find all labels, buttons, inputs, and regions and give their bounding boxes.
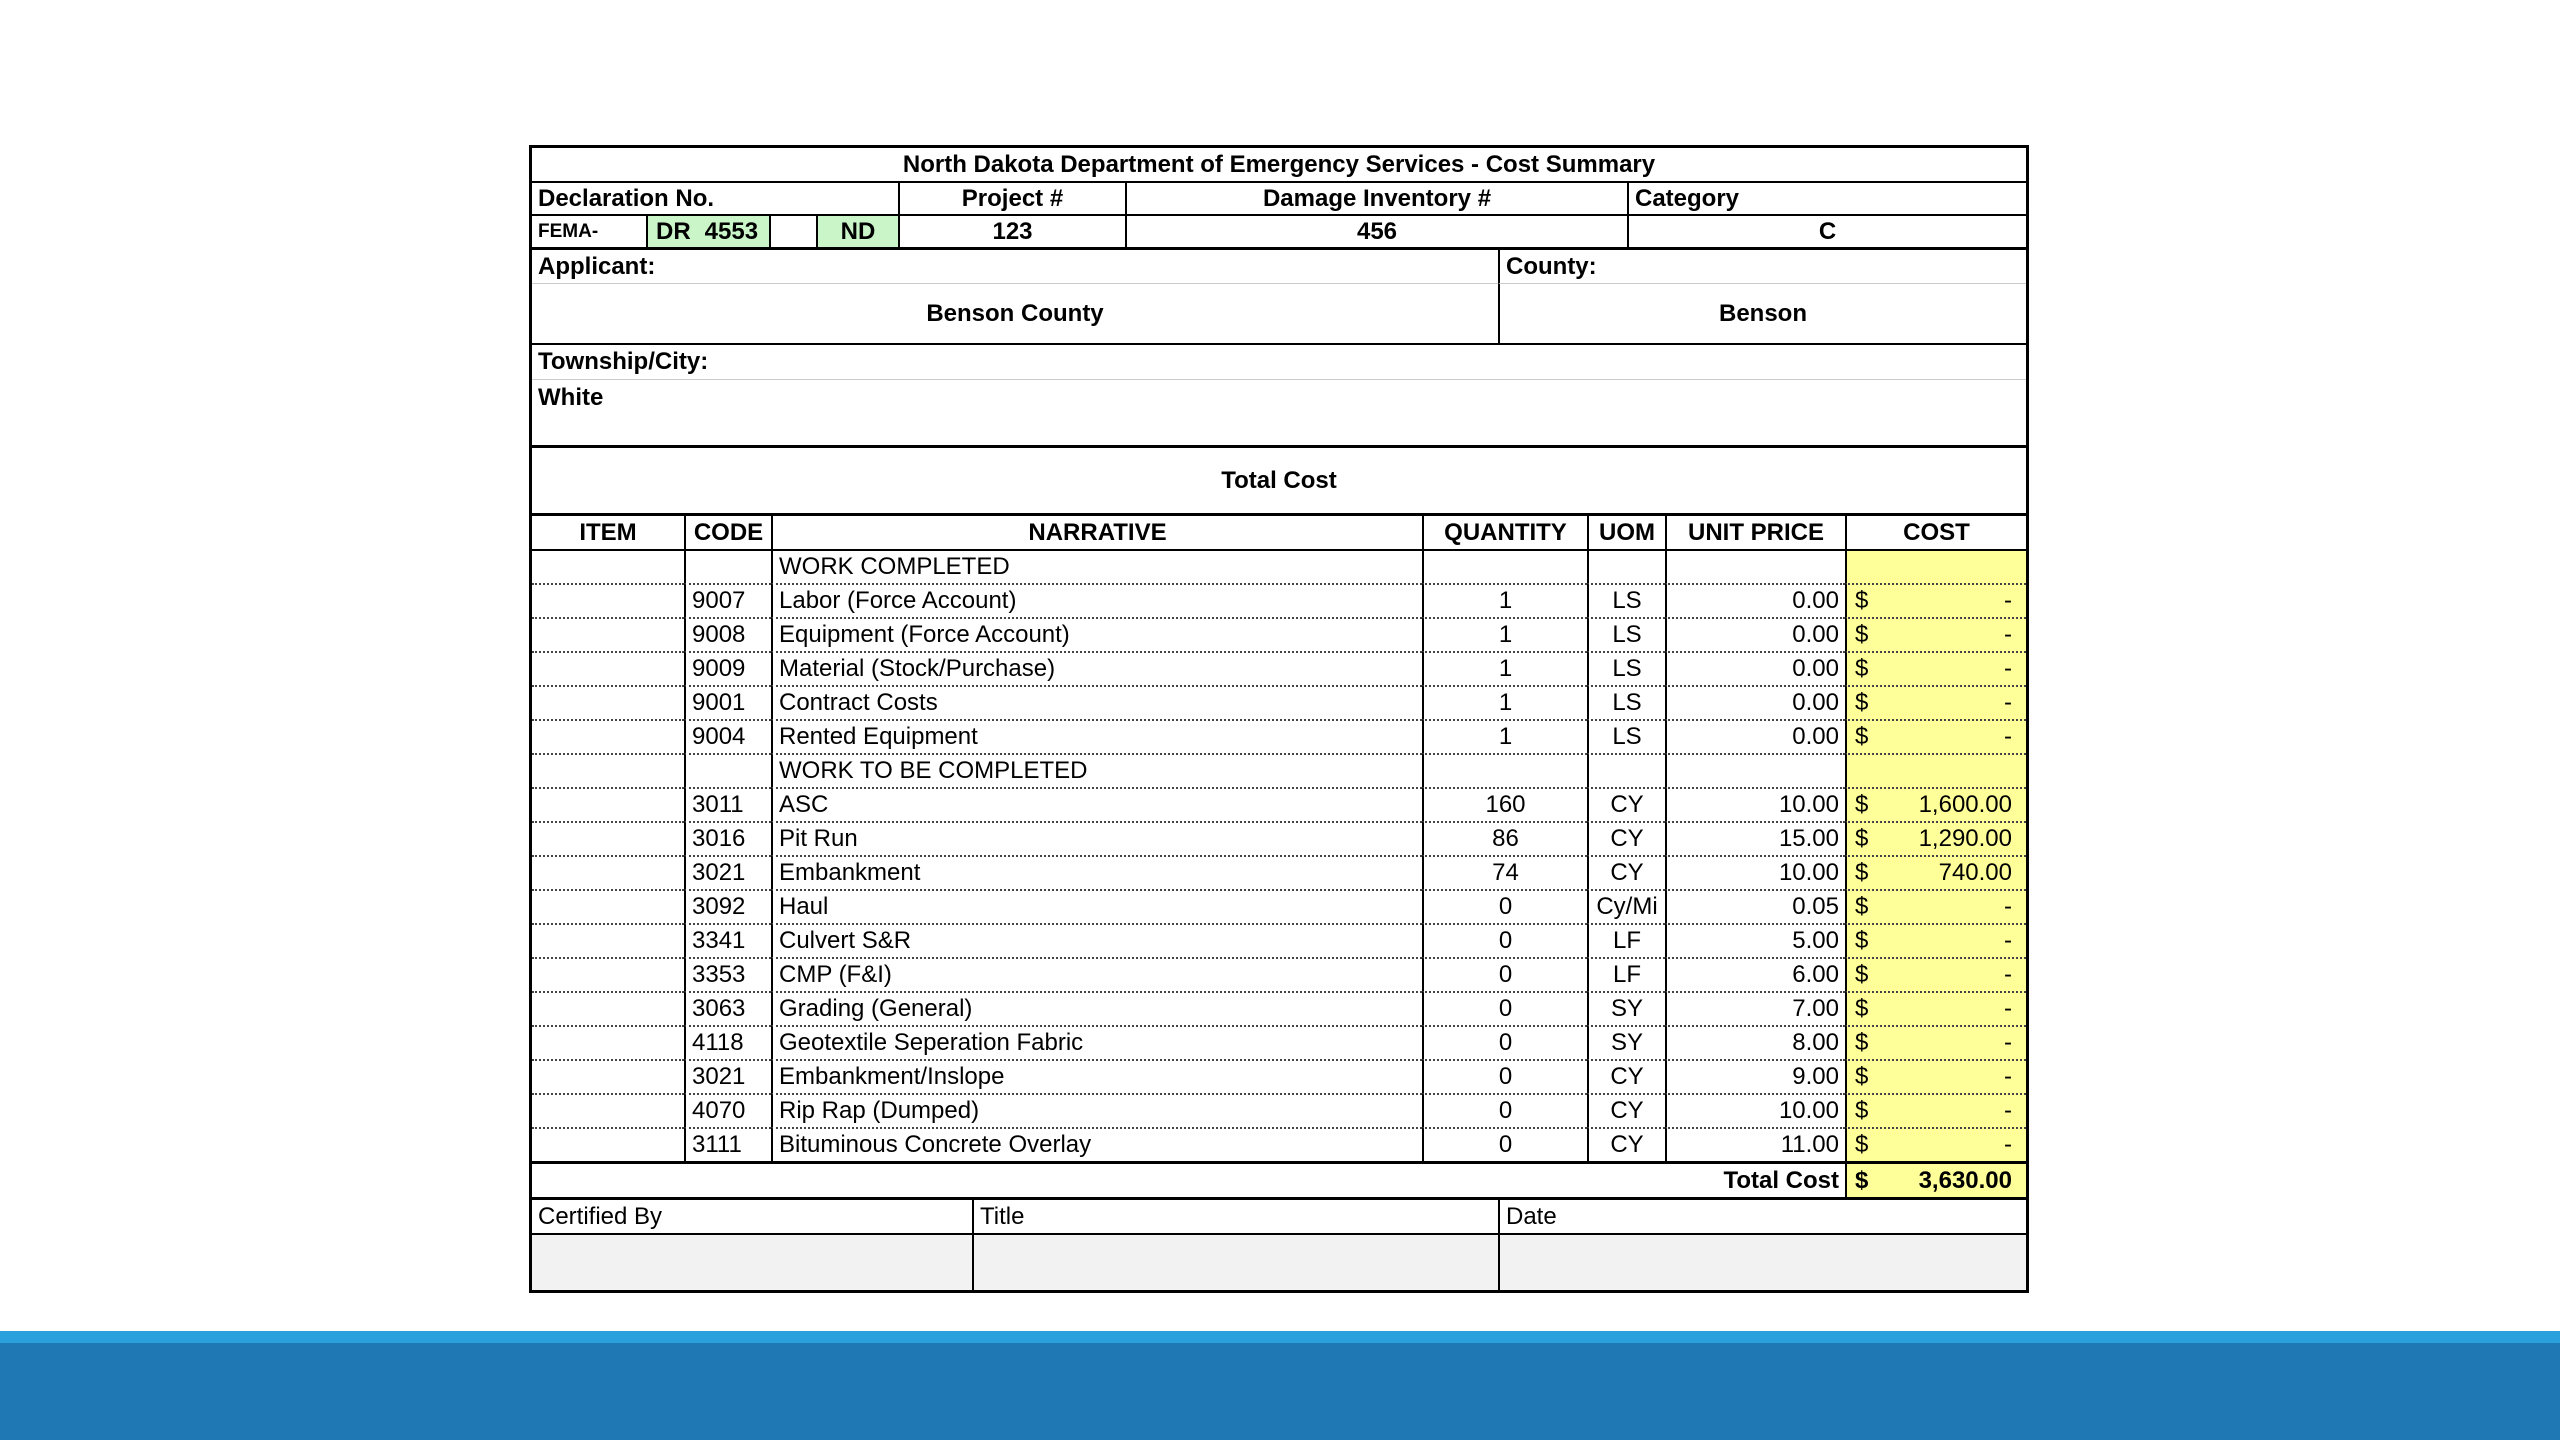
cost-currency: $	[1855, 859, 1869, 886]
cell-narrative: Culvert S&R	[771, 923, 1422, 957]
cell-price: 9.00	[1665, 1059, 1845, 1093]
township-value: White	[532, 379, 2026, 445]
cell-price: 10.00	[1665, 855, 1845, 889]
cell-code: 9007	[684, 583, 771, 617]
cost-value: -	[2004, 1029, 2012, 1056]
cell-qty: 0	[1422, 1025, 1587, 1059]
cell-price: 6.00	[1665, 957, 1845, 991]
cost-value: -	[2004, 655, 2012, 682]
cost-currency: $	[1855, 1097, 1869, 1124]
cell-item	[532, 685, 684, 719]
cost-value: -	[2004, 587, 2012, 614]
cell-qty: 0	[1422, 889, 1587, 923]
cell-price: 0.00	[1665, 651, 1845, 685]
cell-uom	[1587, 549, 1665, 583]
cell-narrative: Contract Costs	[771, 685, 1422, 719]
cell-qty: 74	[1422, 855, 1587, 889]
cell-code: 3021	[684, 1059, 771, 1093]
cell-item	[532, 583, 684, 617]
cell-code: 9001	[684, 685, 771, 719]
cost-currency: $	[1855, 723, 1869, 750]
fema-prefix: FEMA-	[532, 214, 646, 247]
cell-price: 0.00	[1665, 685, 1845, 719]
cell-cost	[1845, 617, 2026, 651]
section-title: Total Cost	[532, 445, 2026, 513]
cell-price: 10.00	[1665, 787, 1845, 821]
cell-qty: 86	[1422, 821, 1587, 855]
cell-qty: 1	[1422, 617, 1587, 651]
cell-qty: 0	[1422, 923, 1587, 957]
cell-narrative: Geotextile Seperation Fabric	[771, 1025, 1422, 1059]
cell-item	[532, 889, 684, 923]
cost-value: -	[2004, 927, 2012, 954]
damage-inventory-value: 456	[1125, 214, 1627, 247]
cost-value: -	[2004, 621, 2012, 648]
cell-item	[532, 1025, 684, 1059]
col-quantity: QUANTITY	[1422, 513, 1587, 549]
cost-value: 740.00	[1938, 859, 2012, 886]
cell-price: 0.00	[1665, 617, 1845, 651]
cell-item	[532, 1127, 684, 1161]
cell-qty: 0	[1422, 1093, 1587, 1127]
date-label: Date	[1498, 1197, 2026, 1233]
cost-currency: $	[1855, 655, 1869, 682]
cell-item	[532, 1059, 684, 1093]
cell-narrative: Embankment/Inslope	[771, 1059, 1422, 1093]
cell-uom: CY	[1587, 821, 1665, 855]
cell-cost	[1845, 923, 2026, 957]
cell-price: 10.00	[1665, 1093, 1845, 1127]
cost-currency: $	[1855, 689, 1869, 716]
total-label: Total Cost	[532, 1161, 1845, 1197]
cell-cost	[1845, 855, 2026, 889]
cost-currency: $	[1855, 1063, 1869, 1090]
cell-qty	[1422, 753, 1587, 787]
cell-uom: LS	[1587, 719, 1665, 753]
cell-code: 3011	[684, 787, 771, 821]
cell-narrative: Equipment (Force Account)	[771, 617, 1422, 651]
col-code: CODE	[684, 513, 771, 549]
cell-narrative: Material (Stock/Purchase)	[771, 651, 1422, 685]
total-cost-cell	[1845, 1161, 2026, 1197]
cell-item	[532, 991, 684, 1025]
cell-price: 5.00	[1665, 923, 1845, 957]
cell-uom: CY	[1587, 787, 1665, 821]
county-label: County:	[1498, 247, 2026, 283]
cost-currency: $	[1855, 995, 1869, 1022]
cell-uom: CY	[1587, 1093, 1665, 1127]
cell-qty: 0	[1422, 1059, 1587, 1093]
cell-narrative: Bituminous Concrete Overlay	[771, 1127, 1422, 1161]
cell-qty: 1	[1422, 651, 1587, 685]
cell-cost	[1845, 685, 2026, 719]
cost-value: -	[2004, 1063, 2012, 1090]
cell-uom: LS	[1587, 651, 1665, 685]
cost-summary-sheet	[529, 145, 2029, 1293]
cell-uom: Cy/Mi	[1587, 889, 1665, 923]
project-value: 123	[898, 214, 1125, 247]
cell-code: 4118	[684, 1025, 771, 1059]
cell-item	[532, 821, 684, 855]
cell-cost	[1845, 1059, 2026, 1093]
township-label: Township/City:	[532, 343, 2026, 379]
cell-narrative: Haul	[771, 889, 1422, 923]
cell-qty: 0	[1422, 991, 1587, 1025]
cost-value: -	[2004, 1097, 2012, 1124]
cell-cost	[1845, 1025, 2026, 1059]
cell-code: 9004	[684, 719, 771, 753]
cell-price: 7.00	[1665, 991, 1845, 1025]
cell-cost	[1845, 821, 2026, 855]
cell-cost	[1845, 889, 2026, 923]
cost-value: -	[2004, 995, 2012, 1022]
cell-narrative: CMP (F&I)	[771, 957, 1422, 991]
cell-code: 3111	[684, 1127, 771, 1161]
damage-inventory-label: Damage Inventory #	[1125, 181, 1627, 214]
title-label: Title	[972, 1197, 1498, 1233]
cell-code: 3341	[684, 923, 771, 957]
cell-uom: LS	[1587, 685, 1665, 719]
cell-cost	[1845, 753, 2026, 787]
cell-narrative: Rip Rap (Dumped)	[771, 1093, 1422, 1127]
cell-uom: SY	[1587, 991, 1665, 1025]
cell-code	[684, 753, 771, 787]
cell-item	[532, 753, 684, 787]
cell-price: 0.00	[1665, 583, 1845, 617]
cell-price: 0.05	[1665, 889, 1845, 923]
applicant-label: Applicant:	[532, 247, 1498, 283]
cell-cost	[1845, 583, 2026, 617]
cell-narrative: ASC	[771, 787, 1422, 821]
cost-value: -	[2004, 961, 2012, 988]
certified-by-label: Certified By	[532, 1197, 972, 1233]
cell-price: 11.00	[1665, 1127, 1845, 1161]
col-uom: UOM	[1587, 513, 1665, 549]
certified-by-field[interactable]	[532, 1233, 972, 1290]
cell-cost	[1845, 719, 2026, 753]
cell-cost	[1845, 787, 2026, 821]
cell-uom: LF	[1587, 923, 1665, 957]
col-cost: COST	[1845, 513, 2026, 549]
cell-cost	[1845, 991, 2026, 1025]
cell-item	[532, 957, 684, 991]
cell-code: 3021	[684, 855, 771, 889]
project-label: Project #	[898, 181, 1125, 214]
cell-code: 9008	[684, 617, 771, 651]
cell-item	[532, 855, 684, 889]
cell-cost	[1845, 651, 2026, 685]
cell-cost	[1845, 549, 2026, 583]
cell-price	[1665, 549, 1845, 583]
cost-currency: $	[1855, 1029, 1869, 1056]
date-field[interactable]	[1498, 1233, 2026, 1290]
cell-qty: 1	[1422, 685, 1587, 719]
cell-qty: 1	[1422, 719, 1587, 753]
cell-qty: 0	[1422, 957, 1587, 991]
category-value: C	[1627, 214, 2026, 247]
cell-narrative: Grading (General)	[771, 991, 1422, 1025]
total-currency: $	[1855, 1166, 1869, 1194]
cell-narrative: WORK TO BE COMPLETED	[771, 753, 1422, 787]
state-cell: ND	[816, 214, 898, 247]
line-items	[532, 549, 2026, 1161]
col-item: ITEM	[532, 513, 684, 549]
col-unit-price: UNIT PRICE	[1665, 513, 1845, 549]
cell-uom: LS	[1587, 583, 1665, 617]
dr-cell	[646, 214, 769, 247]
cell-price: 15.00	[1665, 821, 1845, 855]
cell-narrative: Pit Run	[771, 821, 1422, 855]
cell-item	[532, 787, 684, 821]
cell-uom: LF	[1587, 957, 1665, 991]
cost-value: -	[2004, 893, 2012, 920]
cell-narrative: Labor (Force Account)	[771, 583, 1422, 617]
cost-currency: $	[1855, 961, 1869, 988]
cell-item	[532, 923, 684, 957]
cost-currency: $	[1855, 927, 1869, 954]
cell-qty: 1	[1422, 583, 1587, 617]
cost-value: 1,290.00	[1918, 825, 2012, 852]
cost-value: -	[2004, 689, 2012, 716]
cell-cost	[1845, 1093, 2026, 1127]
cell-narrative: Embankment	[771, 855, 1422, 889]
cost-currency: $	[1855, 791, 1869, 818]
cost-currency: $	[1855, 1131, 1869, 1158]
cell-uom: CY	[1587, 855, 1665, 889]
cell-item	[532, 549, 684, 583]
cost-value: -	[2004, 723, 2012, 750]
cost-currency: $	[1855, 621, 1869, 648]
cell-qty: 160	[1422, 787, 1587, 821]
cell-uom: CY	[1587, 1127, 1665, 1161]
cost-currency: $	[1855, 893, 1869, 920]
applicant-value: Benson County	[532, 283, 1498, 343]
cell-narrative: WORK COMPLETED	[771, 549, 1422, 583]
cell-item	[532, 719, 684, 753]
dr-number: 4553	[704, 217, 759, 245]
cell-code: 3092	[684, 889, 771, 923]
cell-qty	[1422, 549, 1587, 583]
cell-cost	[1845, 957, 2026, 991]
cost-currency: $	[1855, 825, 1869, 852]
cell-code	[684, 549, 771, 583]
cell-code: 4070	[684, 1093, 771, 1127]
slide-footer-bar	[0, 1331, 2560, 1440]
cell-price	[1665, 753, 1845, 787]
cell-price: 8.00	[1665, 1025, 1845, 1059]
category-label: Category	[1627, 181, 2026, 214]
cost-value: -	[2004, 1131, 2012, 1158]
cell-price: 0.00	[1665, 719, 1845, 753]
declaration-label: Declaration No.	[532, 181, 898, 214]
title-field[interactable]	[972, 1233, 1498, 1290]
total-value: 3,630.00	[1918, 1166, 2012, 1194]
cell-uom: SY	[1587, 1025, 1665, 1059]
cell-item	[532, 1093, 684, 1127]
cell-code: 3063	[684, 991, 771, 1025]
cell-narrative: Rented Equipment	[771, 719, 1422, 753]
cost-value: 1,600.00	[1918, 791, 2012, 818]
cell-code: 3016	[684, 821, 771, 855]
dr-label: DR	[656, 217, 691, 245]
cell-qty: 0	[1422, 1127, 1587, 1161]
cell-code: 9009	[684, 651, 771, 685]
county-value: Benson	[1498, 283, 2026, 343]
col-narrative: NARRATIVE	[771, 513, 1422, 549]
cell-uom: LS	[1587, 617, 1665, 651]
cell-item	[532, 651, 684, 685]
cost-currency: $	[1855, 587, 1869, 614]
sheet-title: North Dakota Department of Emergency Services - Cost Summary	[902, 150, 1656, 178]
cell-item	[532, 617, 684, 651]
blank-cell	[769, 214, 816, 247]
cell-cost	[1845, 1127, 2026, 1161]
cell-uom: CY	[1587, 1059, 1665, 1093]
cell-uom	[1587, 753, 1665, 787]
cell-code: 3353	[684, 957, 771, 991]
